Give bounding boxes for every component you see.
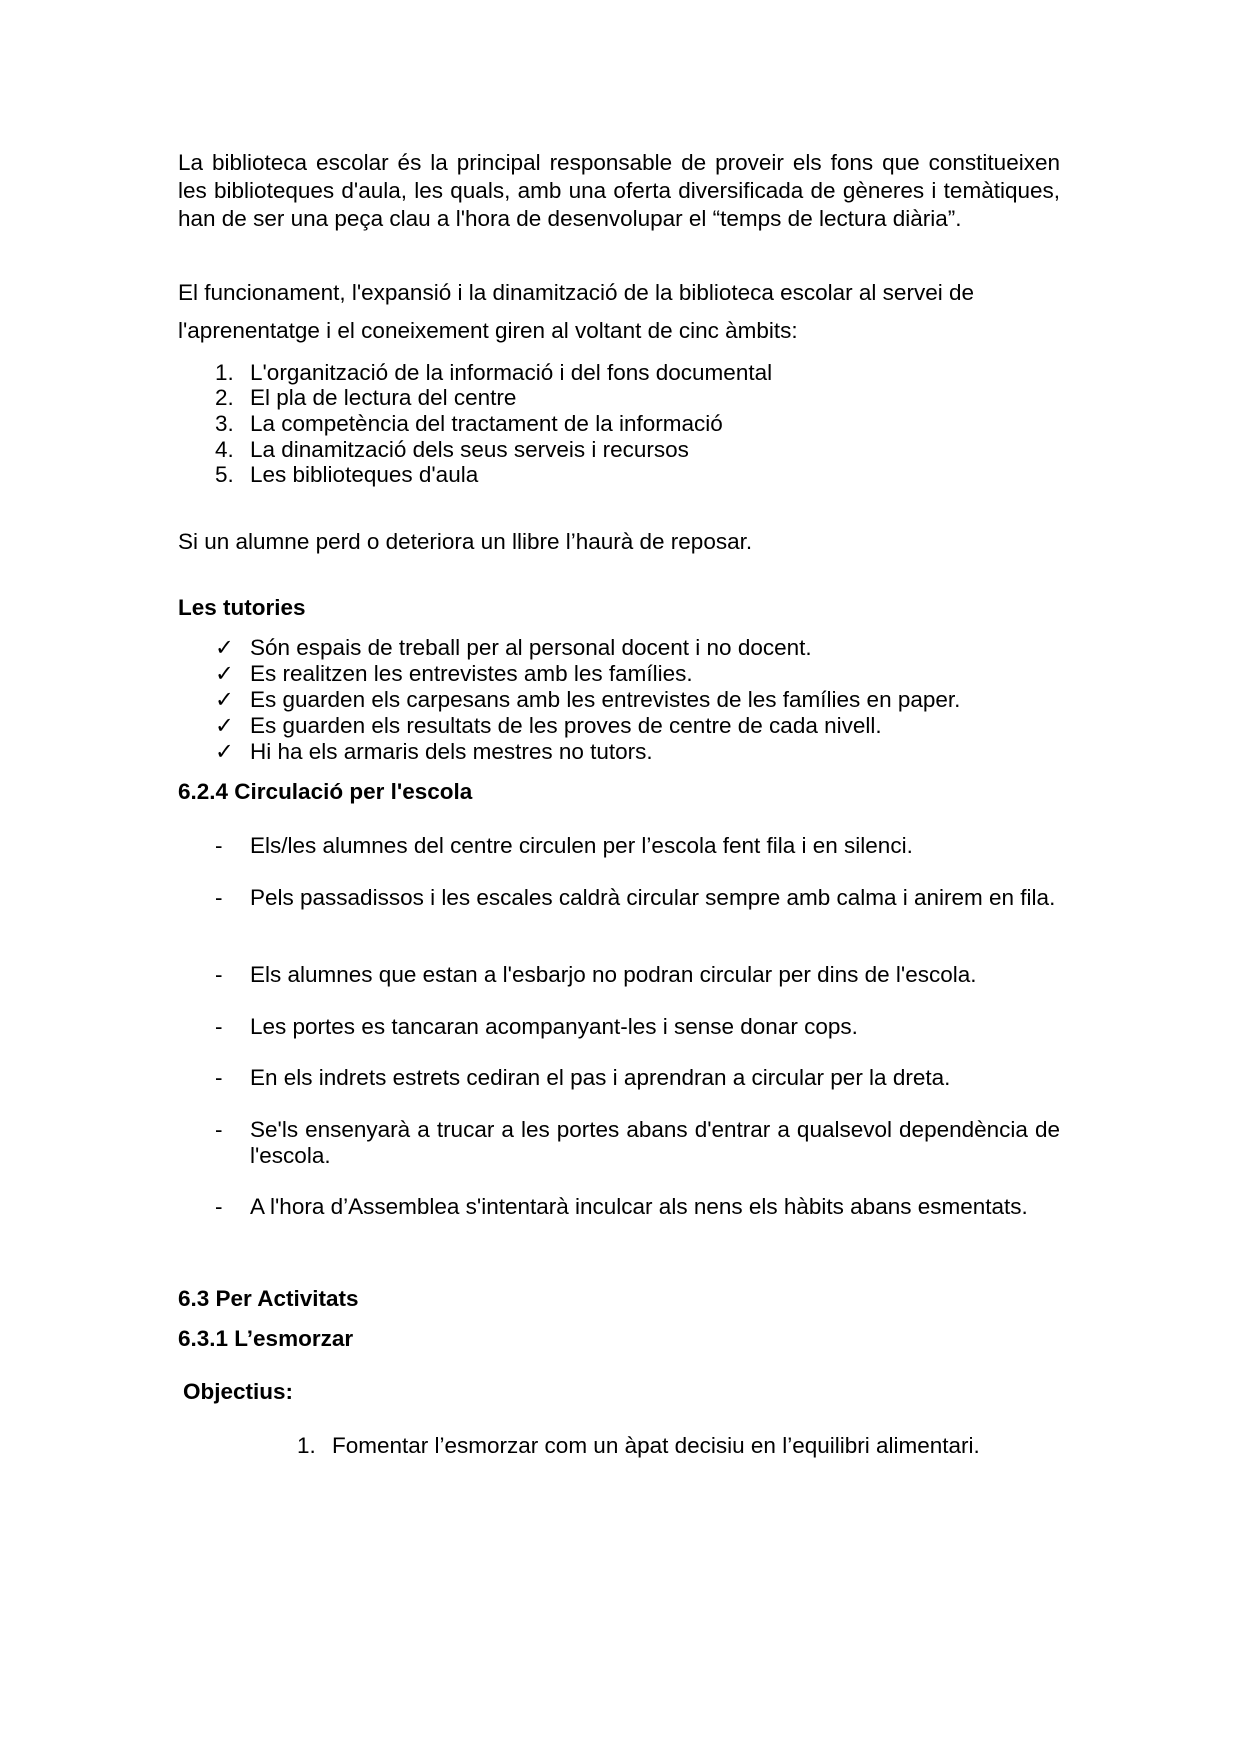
heading-activitats: 6.3 Per Activitats <box>178 1286 359 1311</box>
paragraph-reposar: Si un alumne perd o deteriora un llibre l’haurà de reposar. <box>178 529 753 554</box>
check-icon: ✓ <box>215 739 234 764</box>
heading-objectius: Objectius: <box>183 1379 294 1404</box>
document-page: La biblioteca escolar és la principal responsable de proveir els fons que constitueixen les biblioteques d'aula, les quals, amb una oferta diversificada de gèneres i temàtiques, han de ser una peça clau a l'hora de desenvolupar el “temps de lectura diària”. El funcionament, l'expansió i la dinamització de la biblioteca escolar al servei de l'aprenentatge i el coneixement giren al voltant de cinc àmbits: 1. L'organització de la informació i del fons documental 2. El pla de lectura del centre 3. La competència del tractament de la informació 4. La dinamització dels seus serveis i recursos 5. Les biblioteques d'aula Si un alumne perd o deteriora un llibre l’haurà de reposar. Les tutories ✓ Són espais de treball per al personal docent i no docent. ✓ Es realitzen les entrevistes amb les famílies. ✓ Es guarden els carpesans amb les entrevistes de les famílies en paper. ✓ Es guarden els resultats de les proves de centre de cada nivell. ✓ Hi ha els armaris dels mestres no tutors. 6.2.4 Circulació per l'escola - Els/les alumnes del centre circulen per l’escola fent fila i en silenci. - Pels passadissos i les escales caldrà circular sempre amb calma i anirem en fila. - Els alumnes que estan a l'esbarjo no podran circular per dins de l'escola. - Les portes es tancaran acompanyant-les i sense donar cops. - En els indrets estrets cediran el pas i aprendran a circular per la dreta. - Se'ls ensenyarà a trucar a les portes abans d'entrar a qualsevol dependència de l'escola. - A l'hora d’Assemblea s'intentarà inculcar als nens els hàbits abans esmentats. 6.3 Per Activitats 6.3.1 L’esmorzar Objectius: 1. Fomentar l’esmorzar com un àpat decisiu en l’equilibri alimentari. <box>0 0 1241 1754</box>
paragraph-funcionament-2: l'aprenentatge i el coneixement giren al voltant de cinc àmbits: <box>178 318 798 343</box>
check-icon: ✓ <box>215 661 234 686</box>
paragraph-funcionament-1: El funcionament, l'expansió i la dinamització de la biblioteca escolar al servei de <box>178 280 974 305</box>
heading-tutories: Les tutories <box>178 595 306 620</box>
paragraph-biblioteca: La biblioteca escolar és la principal responsable de proveir els fons que constitueixen les biblioteques d'aula, les quals, amb una oferta diversificada de gèneres i temàtiques, han de ser una peça clau a l'hora de desenvolupar el “temps de lectura diària”. <box>178 150 1060 231</box>
check-icon: ✓ <box>215 687 234 712</box>
check-icon: ✓ <box>215 713 234 738</box>
check-icon: ✓ <box>215 635 234 660</box>
heading-circulacio: 6.2.4 Circulació per l'escola <box>178 779 473 804</box>
heading-esmorzar: 6.3.1 L’esmorzar <box>178 1326 354 1351</box>
